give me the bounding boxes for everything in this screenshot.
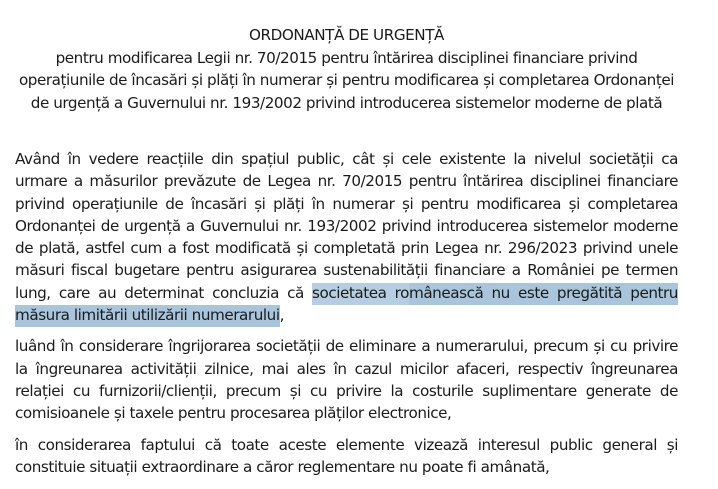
document-title: ORDONANȚĂ DE URGENȚĂ [249,26,444,44]
text-selection-highlight[interactable]: mânească nu este pregătită pentru măsura limitării utilizării numerarului [15,283,678,327]
document-heading [15,24,678,114]
document-subtitle: pentru modificarea Legii nr. 70/2015 pentru întărirea disciplinei financiare privind operațiunile de încasări și plăți în numerar și pentru modificarea și completarea Ordonanței de urgență a Guvernului nr. 193/2002 privind introducerea sistemelor moderne de plată [18,48,675,112]
paragraph-text: , [279,306,284,325]
paragraph-text: Având în vedere reacțiile din spațiul public, cât și cele existente la nivelul societății ca urmare a măsurilor prevăzute de Legea nr. 70/2015 pentru întărirea disciplinei financiare privind operațiunile de încasări și plăți în numerar și pentru modificarea și completarea Ordonanței de urgență a Guvernului nr. 193/2002 privind introducerea sistemelor moderne de plată, astfel cum a fost modificată și completată prin Legea nr. 296/2023 privind unele măsuri fiscal bugetare pentru asigurarea sustenabilității financiare a României pe termen lung, care au determinat concluzia că [15,150,678,302]
paragraph-public-interest[interactable]: în considerarea faptului că toate aceste elemente vizează interesul public general și constituie situații extraordinare a căror reglementare nu poate fi amânată, [15,435,678,476]
document-page [15,0,678,478]
paragraph-cash-elimination-concerns[interactable]: luând în considerare îngrijorarea societății de eliminare a numerarului, precum și cu privire la îngreunarea activității zilnice, mai ales în cazul micilor afaceri, respectiv îngreunarea relației cu furnizorii/clienții, precum și cu privire la costurile suplimentare generate de comisioanele și taxele pentru procesarea plăților electronice, [15,337,678,423]
paragraph-considerations-public-reactions[interactable] [15,148,678,326]
text-selection-highlight[interactable]: societatea ro [312,283,409,305]
